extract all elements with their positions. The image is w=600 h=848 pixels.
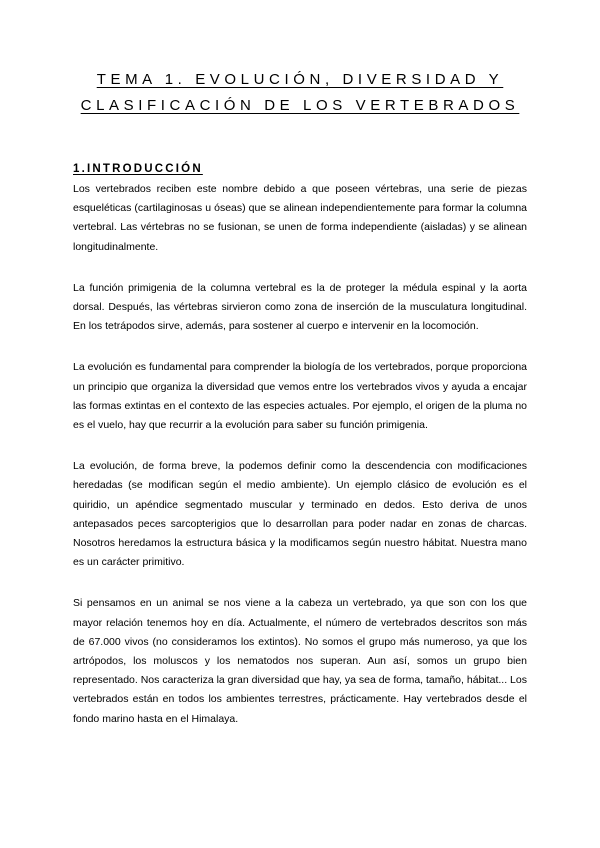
body-text xyxy=(73,180,527,751)
section-heading-introduccion: 1.INTRODUCCIÓN xyxy=(73,163,203,175)
paragraph: La función primigenia de la columna vertebral es la de proteger la médula espinal y la aorta dorsal. Después, las vértebras sirvieron como zona de inserción de la musculatura longitudinal. En los tetrápodos sirve, además, para sostener al cuerpo e intervenir en la locomoción. xyxy=(73,281,527,333)
document-title-line-2: CLASIFICACIÓN DE LOS VERTEBRADOS xyxy=(80,97,520,114)
paragraph: La evolución es fundamental para comprender la biología de los vertebrados, porque proporciona un principio que organiza la diversidad que vemos entre los vertebrados vivos y ayuda a encajar las formas extintas en el contexto de las especies actuales. Por ejemplo, el origen de la pluma no es el vuelo, hay que recurrir a la evolución para saber su función primigenia. xyxy=(73,361,527,432)
paragraph: Los vertebrados reciben este nombre debido a que poseen vértebras, una serie de piezas esqueléticas (cartilaginosas u óseas) que se alinean independientemente para formar la columna vertebral. Las vértebras no se fusionan, se unen de forma independiente (aisladas) y se alinean longitudinalmente. xyxy=(73,183,527,253)
paragraph: La evolución, de forma breve, la podemos definir como la descendencia con modificaciones heredadas (se modifican según el medio ambiente). Un ejemplo clásico de evolución es el quiridio, un apéndice segmentado muscular y terminado en dedos. Esto deriva de unos antepasados peces sarcopterigios que lo desarrollan para poder nadar en zonas de charcas. Nosotros heredamos la estructura básica y la modificamos según nuestro hábitat. Nuestra mano es un carácter primitivo. xyxy=(73,460,527,569)
paragraph: Si pensamos en un animal se nos viene a la cabeza un vertebrado, ya que son con los que mayor relación tenemos hoy en día. Actualmente, el número de vertebrados descritos son más de 67.000 vivos (no consideramos los extintos). No somos el grupo más numeroso, ya que los artrópodos, los moluscos y los nematodos nos superan. Aun así, somos un grupo bien representado. Nos caracteriza la gran diversidad que hay, ya sea de forma, tamaño, hábitat... Los vertebrados están en todos los ambientes terrestres, prácticamente. Hay vertebrados desde el fondo marino hasta en el Himalaya. xyxy=(73,597,527,725)
document-title-line-1: TEMA 1. EVOLUCIÓN, DIVERSIDAD Y xyxy=(96,71,504,88)
